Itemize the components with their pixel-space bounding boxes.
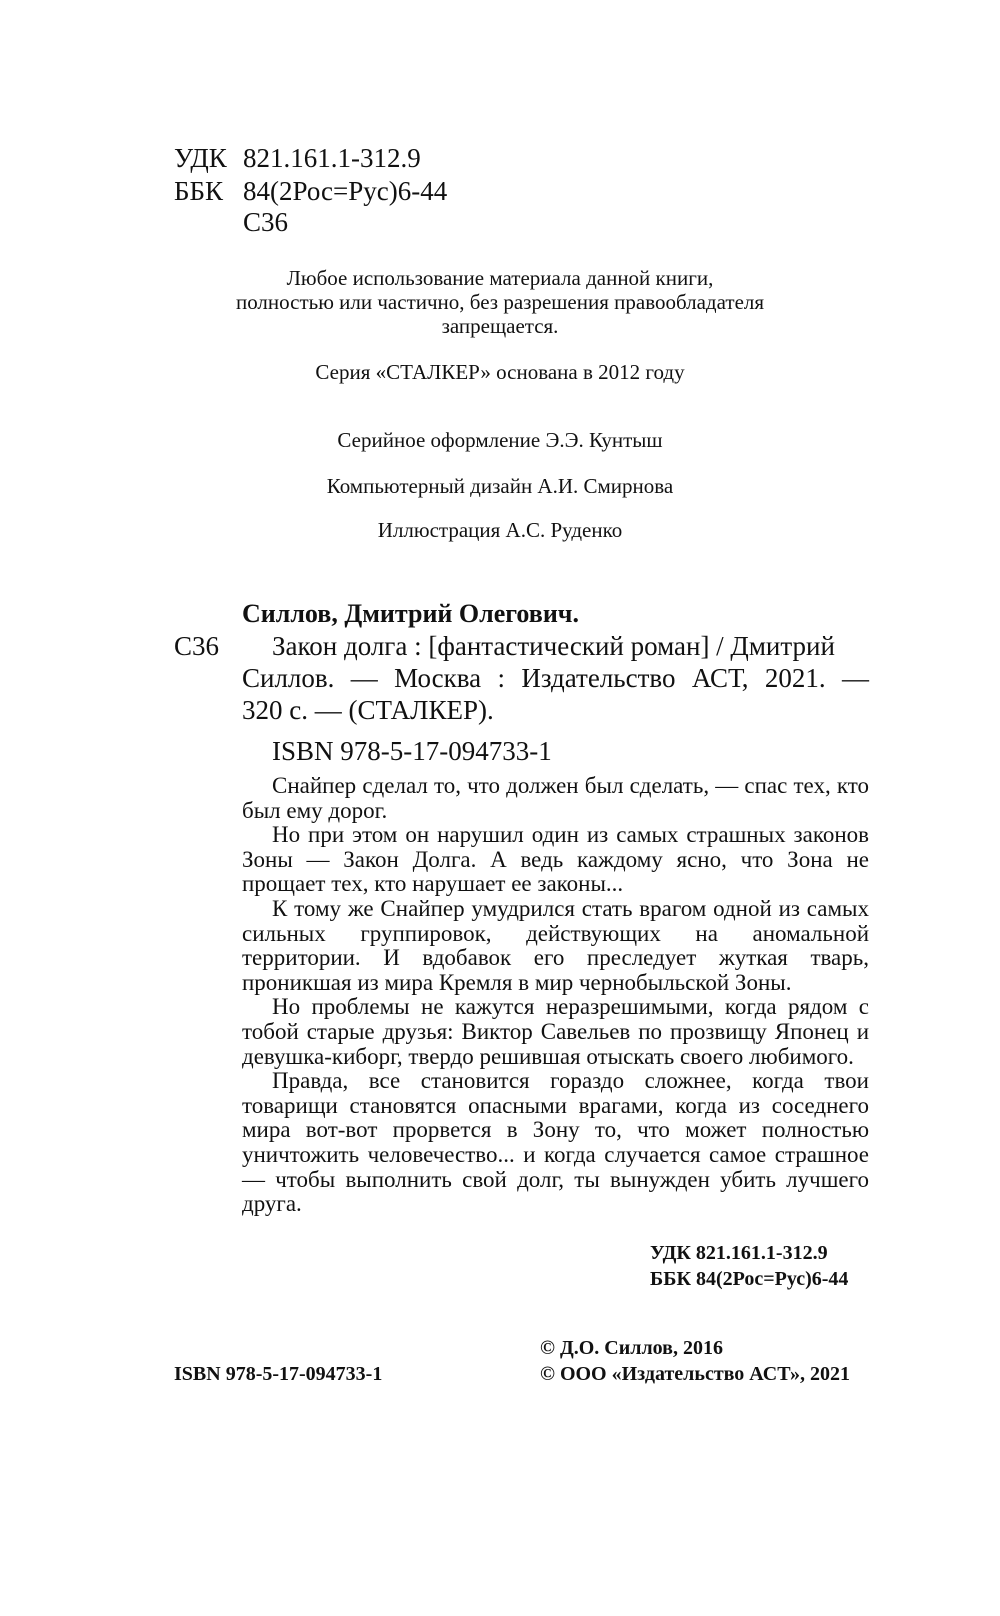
annotation-paragraph: Но проблемы не кажутся неразрешимыми, когда рядом с тобой старые друзья: Виктор Савельев по прозвищу Японец и девушка-киборг, твердо решившая отыскать своего любимого. [242,994,869,1069]
author-heading: Силлов, Дмитрий Олегович. [242,599,579,628]
bbk-value: 84(2Рос=Рус)6-44 [243,176,448,206]
bibliographic-line-2: Силлов. — Москва : Издательство АСТ, 2021. — [242,663,869,693]
credit-computer-design: Компьютерный дизайн А.И. Смирнова [326,474,674,498]
udk-value: 821.161.1-312.9 [243,143,421,173]
copyright-author: © Д.О. Силлов, 2016 [540,1337,723,1359]
bibliographic-line-3: 320 с. — (СТАЛКЕР). [242,695,494,725]
credit-cover-design: Серийное оформление Э.Э. Кунтыш [337,428,663,452]
footer-codes [650,1240,848,1292]
annotation [242,774,869,1217]
udk-label: УДК [174,143,227,173]
series-note: Серия «СТАЛКЕР» основана в 2012 году [315,360,685,384]
annotation-paragraph: Правда, все становится гораздо сложнее, когда твои товарищи становятся опасными врагами, когда из соседнего мира вот-вот прорвется в Зону то, что может полностью уничтожить человечество... и когда случается самое страшное — чтобы выполнить свой долг, ты вынужден убить лучшего друга. [242,1068,869,1217]
bbk-label: ББК [174,176,224,206]
copyright-publisher: © ООО «Издательство АСТ», 2021 [540,1363,851,1385]
credit-illustration: Иллюстрация А.С. Руденко [377,518,623,542]
annotation-paragraph: Но при этом он нарушил один из самых страшных законов Зоны — Закон Долга. А ведь каждому ясно, что Зона не прощает тех, кто нарушает ее законы... [242,822,869,897]
bibliographic-line-1: Закон долга : [фантастический роман] / Дмитрий [272,631,835,661]
bibliographic-mark: С36 [174,631,220,661]
annotation-paragraph: Снайпер сделал то, что должен был сделать, — спас тех, кто был ему дорог. [242,773,869,823]
footer-bbk: ББК 84(2Рос=Рус)6-44 [650,1268,849,1290]
annotation-paragraph: К тому же Снайпер умудрился стать врагом одной из самых сильных группировок, действующих на аномальной территории. И вдобавок его преследует жуткая тварь, проникшая из мира Кремля в мир чернобыльской Зоны. [242,895,869,995]
footer-udk: УДК 821.161.1-312.9 [650,1242,828,1264]
rights-notice-line-3: запрещается. [441,314,559,338]
footer-isbn: ISBN 978-5-17-094733-1 [174,1363,383,1385]
rights-notice-line-2: полностью или частично, без разрешения правообладателя [235,290,765,314]
author-mark: С36 [243,207,289,237]
rights-notice-line-1: Любое использование материала данной книги, [286,266,714,290]
bibliographic-isbn: ISBN 978-5-17-094733-1 [272,736,552,766]
